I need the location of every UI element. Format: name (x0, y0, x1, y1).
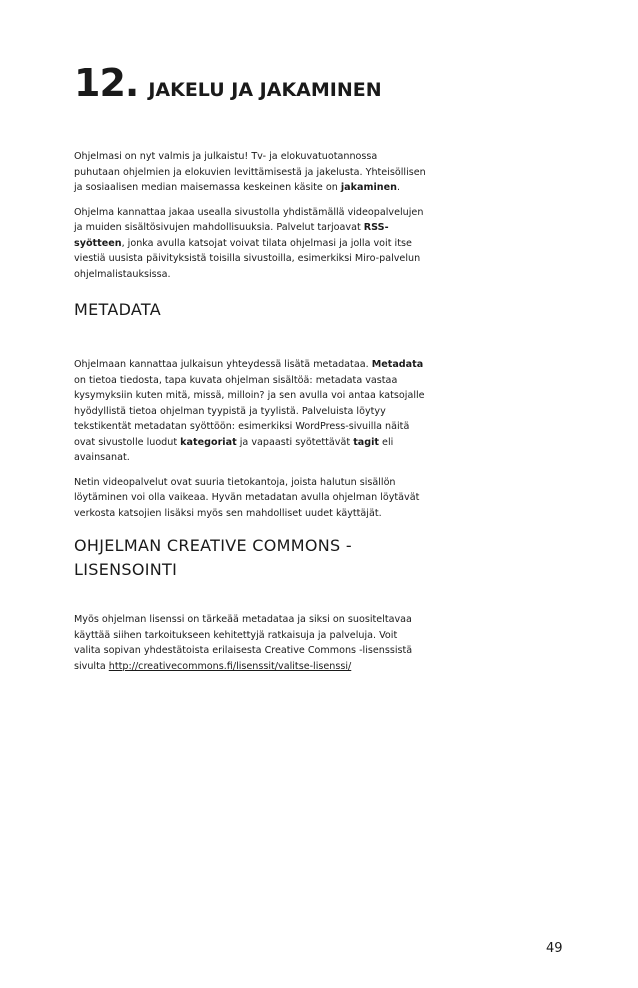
chapter-number: 12. (74, 61, 139, 105)
section-heading-cc: OHJELMAN CREATIVE COMMONS - LISENSOINTI (74, 536, 352, 579)
intro-paragraph-1: Ohjelmasi on nyt valmis ja julkaistu! Tv- ja elokuvatuotannossa puhutaan ohjelmien ja elokuvien levittämisestä ja jakelusta. Yhteisöllisen ja sosiaalisen median maisemassa keskeinen käsite on jakaminen. (74, 151, 426, 193)
intro-paragraph-2: Ohjelma kannattaa jakaa usealla sivustolla yhdistämällä videopalvelujen ja muiden sisältösivujen mahdollisuuksia. Palvelut tarjoavat RSS-syötteen, jonka avulla katsojat voivat tilata ohjelmasi ja jolla voit itse viestiä uusista päivityksistä toisilla sivustoilla, esimerkiksi Miro-palvelun ohjelmalistauksissa. (74, 206, 424, 280)
term-kategoriat: kategoriat (180, 436, 237, 448)
chapter-heading (74, 61, 426, 105)
cc-paragraph: Myös ohjelman lisenssi on tärkeää metadataa ja siksi on suositeltavaa käyttää siihen tarkoitukseen kehitettyjä ratkaisuja ja palveluja. Voit valita sopivan yhdestätoista erilaisesta Creative Commons -lisenssistä sivulta http://creativecommons.fi/lisenssit/valitse-lisenssi/ (74, 614, 413, 672)
term-tagit: tagit (353, 436, 379, 448)
metadata-paragraph-1: Ohjelmaan kannattaa julkaisun yhteydessä lisätä metadataa. Metadata on tietoa tiedosta, tapa kuvata ohjelman sisältöä: metadata vastaa kysymyksiin kuten mitä, missä, milloin? ja sen avulla voi antaa katsojalle hyödyllistä tietoa ohjelman tyypistä ja tyylistä. Palveluista löytyy tekstikentät metadatan syöttöön: esimerkiksi WordPress-sivuilla näitä ovat sivustolle luodut kategoriat ja vapaasti syötettävät tagit eli avainsanat. (74, 359, 425, 463)
term-metadata: Metadata (371, 359, 424, 370)
chapter-title: JAKELU JA JAKAMINEN (148, 79, 382, 101)
page-number: 49 (546, 941, 563, 956)
page-content (74, 61, 426, 683)
term-jakaminen: jakaminen (340, 182, 397, 193)
cc-license-link[interactable]: http://creativecommons.fi/lisenssit/valitse-lisenssi/ (108, 660, 352, 672)
term-rss: RSS-syötteen (74, 222, 389, 249)
metadata-paragraph-2: Netin videopalvelut ovat suuria tietokantoja, joista halutun sisällön löytäminen voi olla vaikeaa. Hyvän metadatan avulla ohjelman löytävät verkosta katsojien lisäksi myös sen mahdolliset uudet käyttäjät. (74, 476, 420, 519)
section-heading-metadata: METADATA (74, 300, 162, 319)
